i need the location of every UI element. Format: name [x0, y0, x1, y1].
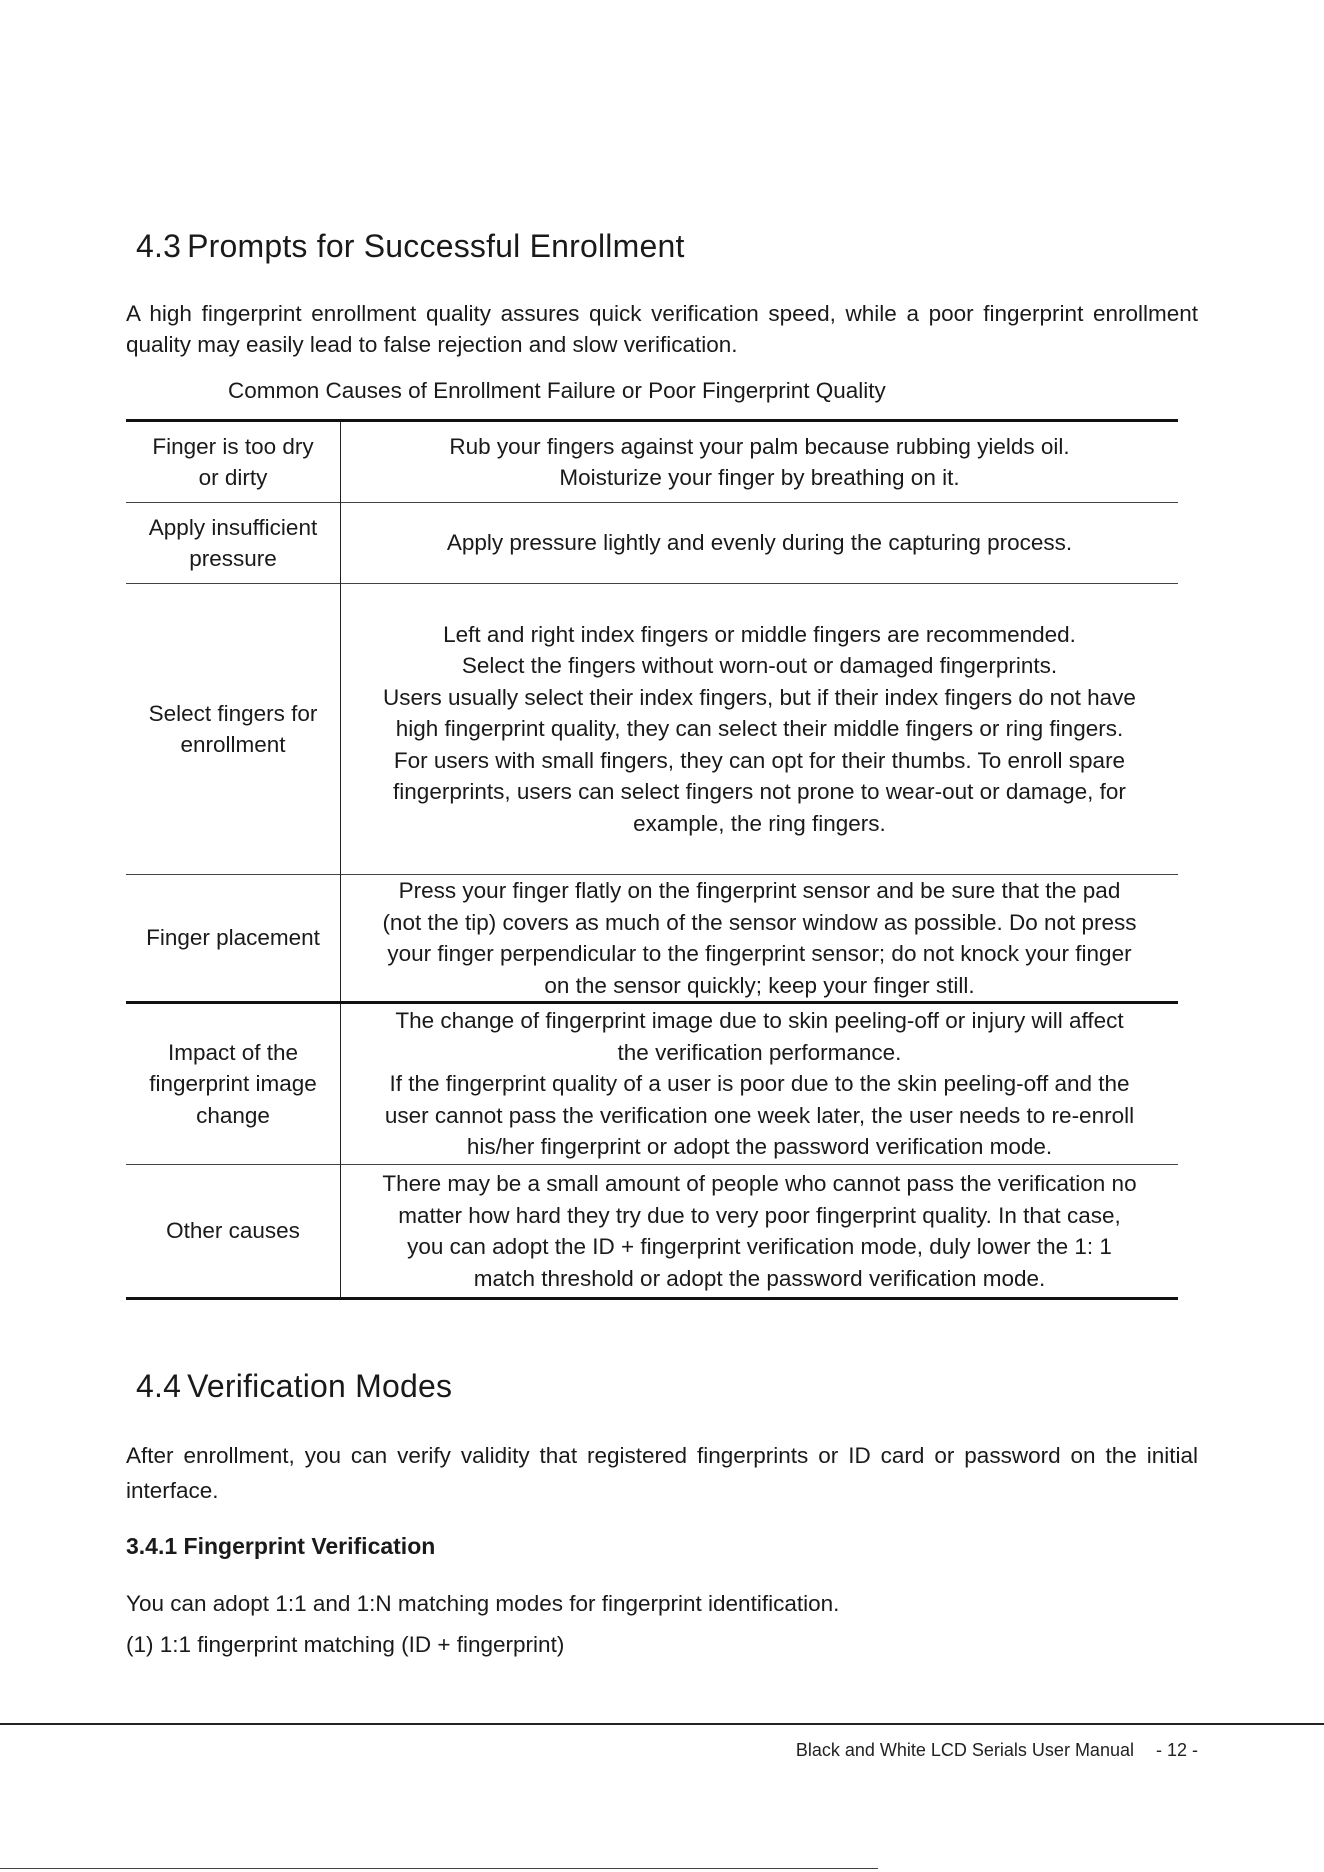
- cause-cell: Select fingers for enrollment: [126, 584, 341, 875]
- advice-cell: Apply pressure lightly and evenly during the capturing process.: [446, 530, 1073, 556]
- table-row: [126, 1165, 1178, 1299]
- section-4-4-heading: [136, 1368, 452, 1405]
- table-caption: Common Causes of Enrollment Failure or Poor Fingerprint Quality: [228, 378, 886, 403]
- cause-cell: Other causes: [126, 1165, 341, 1299]
- section-number: 4.4: [136, 1368, 182, 1404]
- matching-item-1: (1) 1:1 fingerprint matching (ID + fingerprint): [126, 1632, 565, 1657]
- section-title: Prompts for Successful Enrollment: [187, 228, 685, 264]
- bottom-edge-rule: [0, 1868, 878, 1869]
- section-4-3-heading: [136, 228, 685, 265]
- cause-cell: Impact of the fingerprint image change: [126, 1003, 341, 1165]
- cause-cell: Apply insufficient pressure: [126, 503, 341, 584]
- manual-title: Black and White LCD Serials User Manual: [795, 1740, 1134, 1760]
- advice-cell: There may be a small amount of people who cannot pass the verification no matter how hard they try due to very poor fingerprint quality. In that case, you can adopt the ID + fingerprint verification mode, duly lower the 1: 1 match threshold or adopt the password verification mode.: [382, 1171, 1137, 1291]
- table-row: [126, 875, 1178, 1003]
- table-row: [126, 584, 1178, 875]
- advice-cell: The change of fingerprint image due to skin peeling-off or injury will affect the verification performance. If the fingerprint quality of a user is poor due to the skin peeling-off and the user cannot pass the verification one week later, the user needs to re-enroll his/her fingerprint or adopt the password verification mode.: [384, 1008, 1135, 1160]
- table-row: [126, 503, 1178, 584]
- section-4-4-intro: After enrollment, you can verify validity that registered fingerprints or ID card or password on the initial interface.: [126, 1443, 1198, 1503]
- page-number: - 12 -: [1155, 1740, 1198, 1760]
- section-number: 4.3: [136, 228, 182, 264]
- footer-rule: [0, 1723, 1324, 1725]
- page-footer: [796, 1740, 1198, 1761]
- table-row: [126, 421, 1178, 503]
- section-title: Verification Modes: [187, 1368, 453, 1404]
- cause-cell: Finger is too dry or dirty: [126, 421, 341, 503]
- table-row: [126, 1003, 1178, 1165]
- advice-cell: Press your finger flatly on the fingerprint sensor and be sure that the pad (not the tip) covers as much of the sensor window as possible. Do not press your finger perpendicular to the fingerprint sensor; do not knock your finger on the sensor quickly; keep your finger still.: [382, 878, 1137, 998]
- subsection-3-4-1-heading: 3.4.1 Fingerprint Verification: [126, 1533, 436, 1559]
- cause-cell: Finger placement: [126, 875, 341, 1003]
- advice-cell: Rub your fingers against your palm because rubbing yields oil. Moisturize your finger by breathing on it.: [449, 433, 1070, 490]
- matching-modes-text: You can adopt 1:1 and 1:N matching modes for fingerprint identification.: [126, 1591, 840, 1616]
- advice-cell: Left and right index fingers or middle fingers are recommended. Select the fingers without worn-out or damaged fingerprints. Users usually select their index fingers, but if their index fingers do not have high fingerprint quality, they can select their middle fingers or ring fingers. For users with small fingers, they can opt for their thumbs. To enroll spare fingerprints, users can select fingers not prone to wear-out or damage, for example, the ring fingers.: [383, 621, 1136, 836]
- section-4-3-intro: A high fingerprint enrollment quality assures quick verification speed, while a poor fingerprint enrollment quality may easily lead to false rejection and slow verification.: [126, 301, 1198, 357]
- enrollment-causes-table: [126, 419, 1178, 1300]
